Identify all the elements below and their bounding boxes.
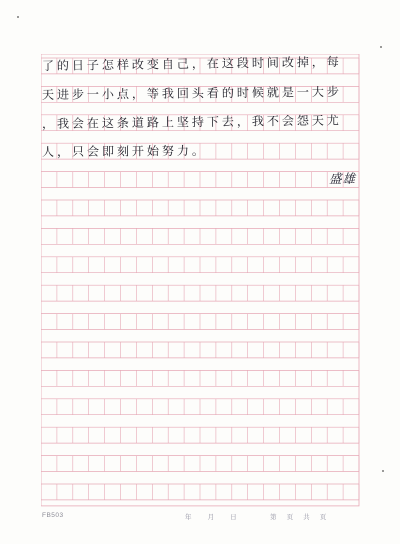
paper-speck xyxy=(382,470,384,472)
paper-model-code: FB503 xyxy=(42,512,64,519)
paper-speck xyxy=(380,46,382,48)
essay-line-2: 天进步一小点，等我回头看的时候就是一大步 xyxy=(41,84,342,103)
essay-line-1: 了的日子怎样改变自己，在这段时间改掉，每 xyxy=(41,54,342,74)
essay-line-3: ，我会在这条道路上坚持下去，我不会怨天尤 xyxy=(41,113,342,132)
paper-speck xyxy=(17,16,19,18)
author-signature: 盛雄 xyxy=(328,171,356,186)
date-field-labels: 年 月 日 xyxy=(185,513,237,521)
character-grid xyxy=(41,54,360,509)
page-count-labels: 第 页 共 页 xyxy=(270,513,327,521)
essay-line-4: 人，只会即刻开始努力。 xyxy=(41,143,207,160)
